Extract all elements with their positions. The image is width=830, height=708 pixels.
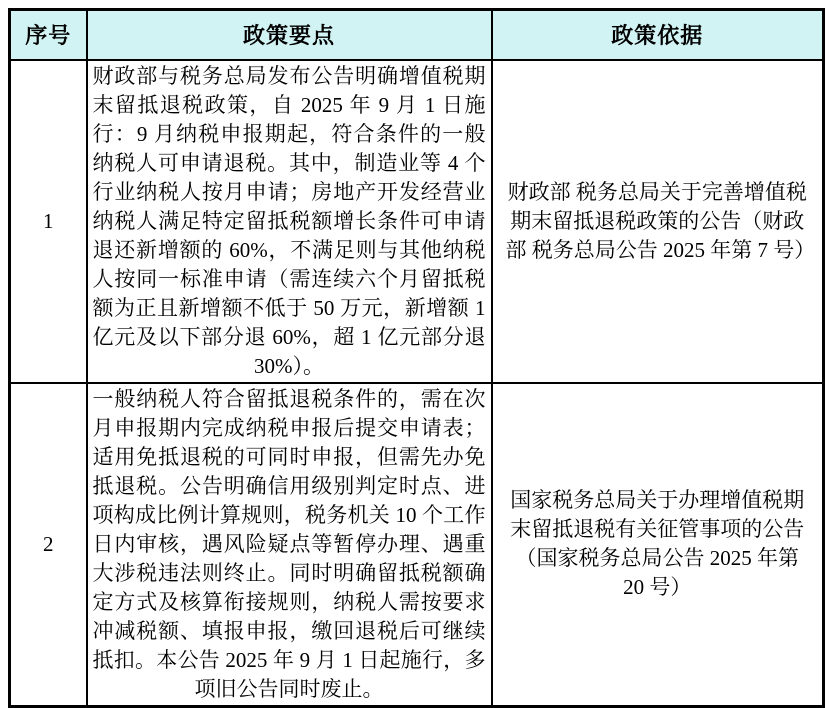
table-row (10, 383, 824, 707)
policy-points-cell: 一般纳税人符合留抵退税条件的，需在次月申报期内完成纳税申报后提交申请表；适用免抵退税的可同时申报，但需先办免抵退税。公告明确信用级别判定时点、进项构成比例计算规则，税务机关 10 个工作日内审核，遇风险疑点等暂停办理、遇重大涉税违法则终止。同时明确留抵税额确定方式及核算衔接规则，纳税人需按要求冲减税额、填报申报，缴回退税后可继续抵扣。本公告 2025 年 9 月 1 日起施行，多项旧公告同时废止。 (87, 383, 492, 707)
table-row (10, 60, 824, 383)
policy-basis-cell: 国家税务总局关于办理增值税期末留抵退税有关征管事项的公告（国家税务总局公告 2025 年第 20 号） (492, 383, 824, 707)
header-cell-policy-basis: 政策依据 (492, 10, 824, 60)
header-cell-policy-points: 政策要点 (87, 10, 492, 60)
header-cell-serial: 序号 (10, 10, 87, 60)
serial-cell: 2 (10, 383, 87, 707)
serial-cell: 1 (10, 60, 87, 383)
policy-points-cell: 财政部与税务总局发布公告明确增值税期末留抵退税政策，自 2025 年 9 月 1 日施行：9 月纳税申报期起，符合条件的一般纳税人可申请退税。其中，制造业等 4 个行业纳税人按月申请；房地产开发经营业纳税人满足特定留抵税额增长条件可申请退还新增额的 60%，不满足则与其他纳税人按同一标准申请（需连续六个月留抵税额为正且新增额不低于 50 万元，新增额 1 亿元及以下部分退 60%，超 1 亿元部分退 30%）。 (87, 60, 492, 383)
policy-table (8, 8, 825, 708)
policy-basis-cell: 财政部 税务总局关于完善增值税期末留抵退税政策的公告（财政部 税务总局公告 2025 年第 7 号） (492, 60, 824, 383)
header-row (10, 10, 824, 60)
